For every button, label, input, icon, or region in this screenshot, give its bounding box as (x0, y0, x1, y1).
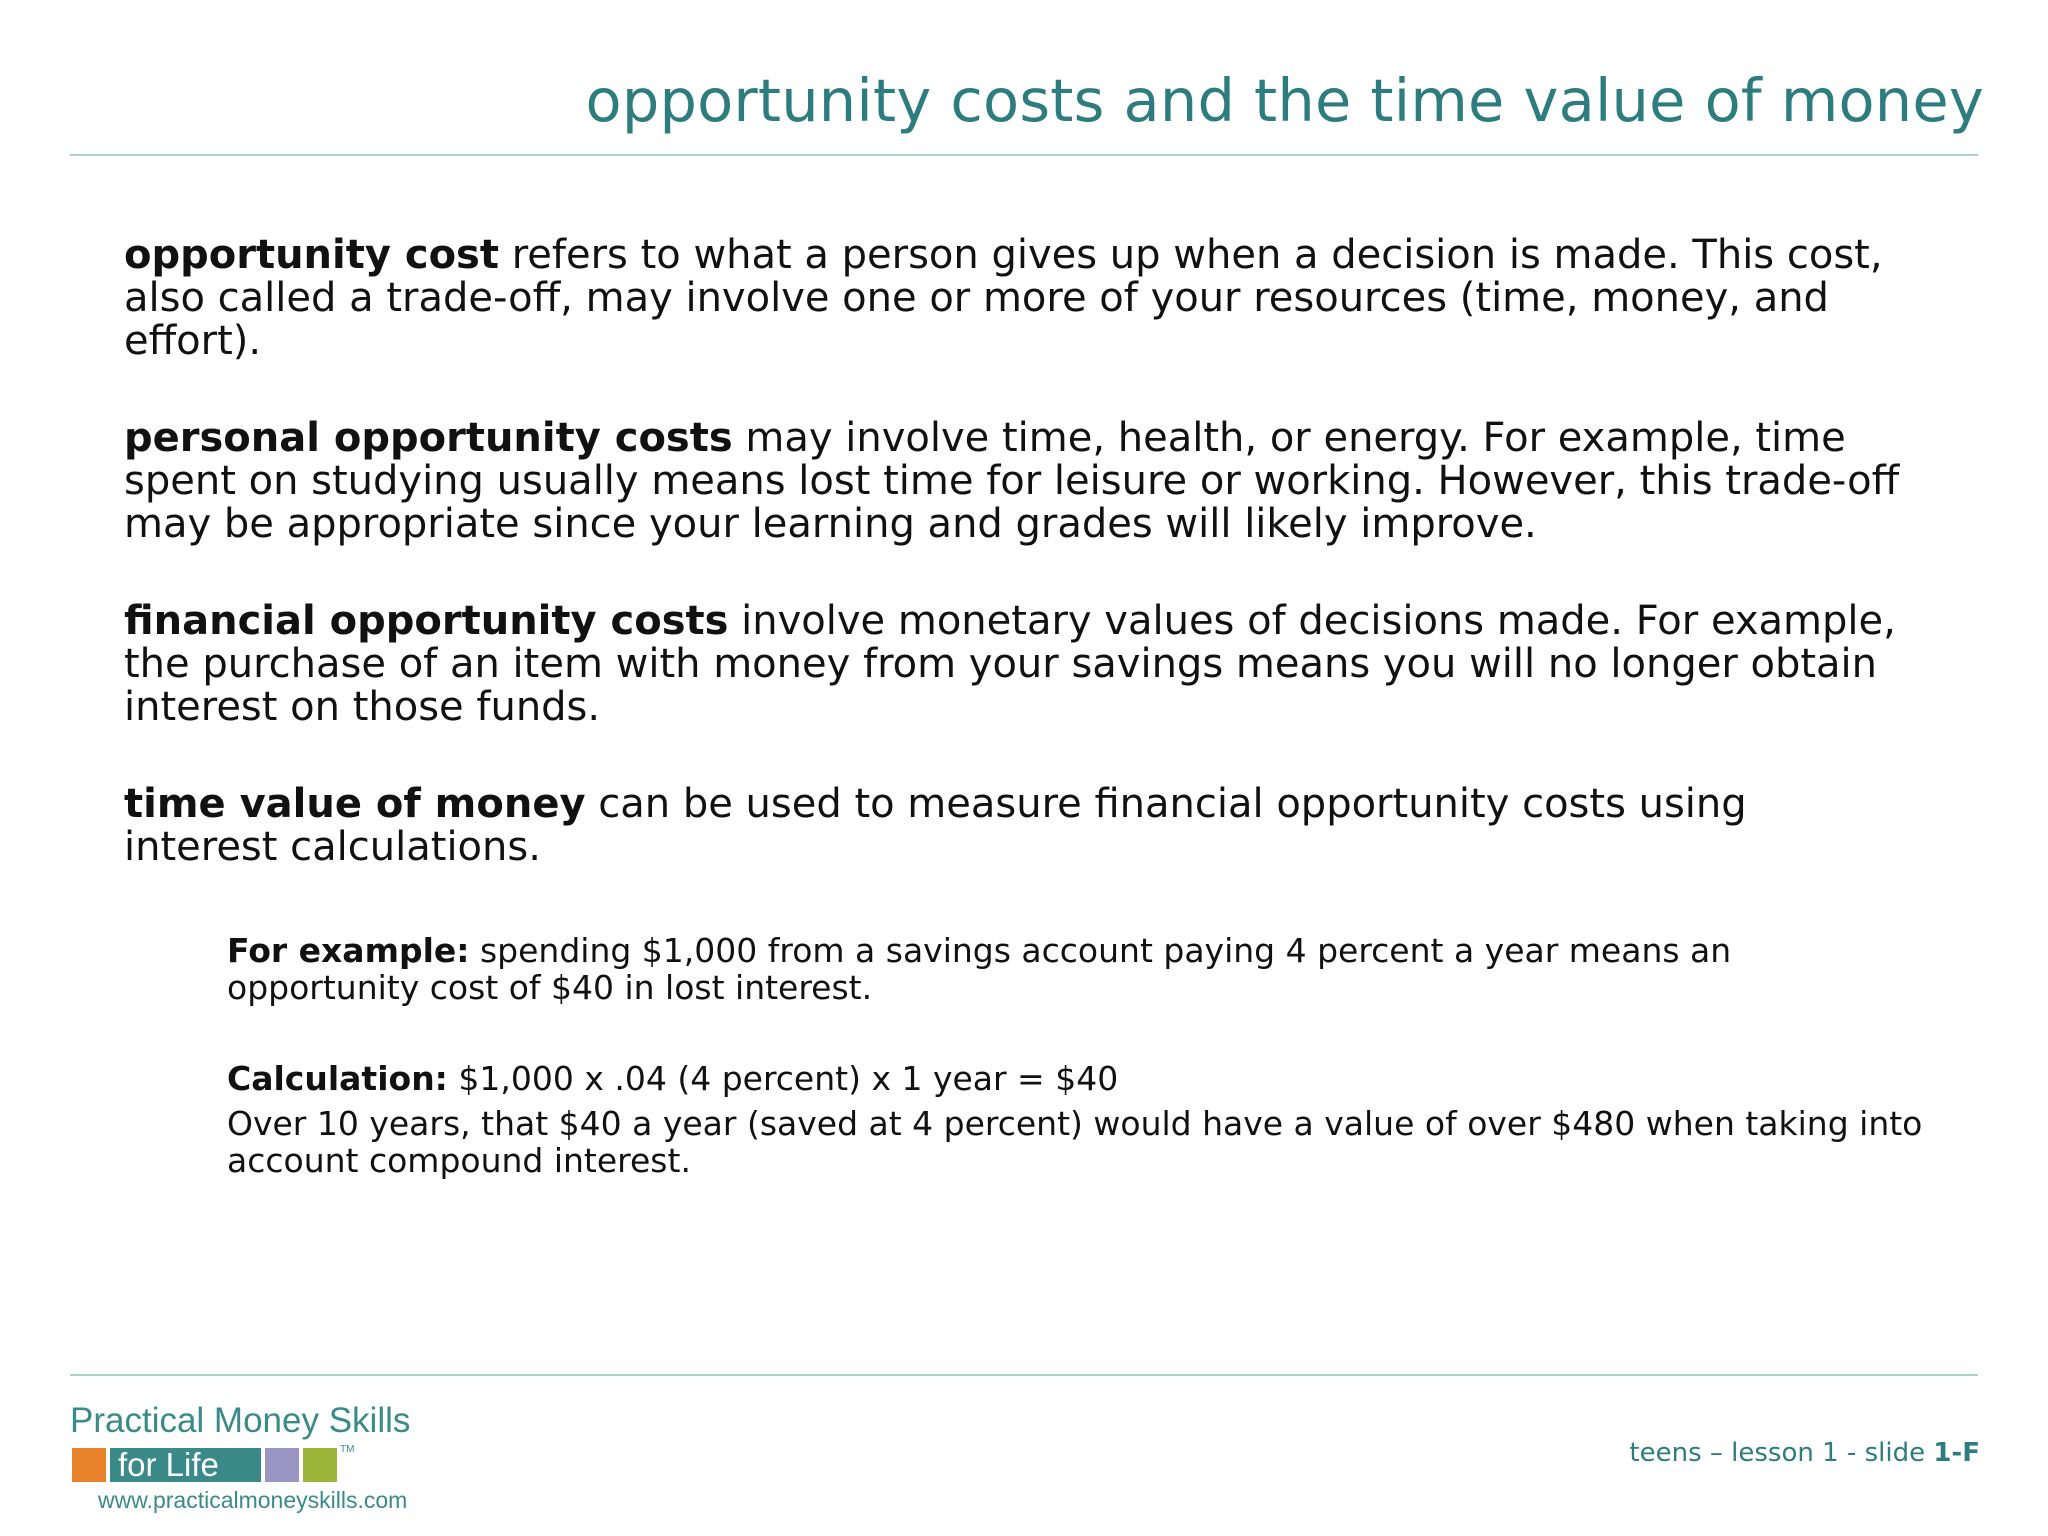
paragraph-financial-opportunity-costs (124, 600, 1904, 729)
calculation-followup: Over 10 years, that $40 a year (saved at 4 percent) would have a value of over $480 when taking into account compound interest. (227, 1104, 1923, 1180)
logo-trademark: TM (340, 1444, 355, 1455)
term-opportunity-cost: opportunity cost (124, 232, 499, 278)
logo-url: www.practicalmoneyskills.com (98, 1487, 408, 1513)
definition-financial-opportunity-costs: involve monetary values of decisions made. For example, the purchase of an item with money from your savings means you will no longer obtain interest on those funds. (124, 598, 1896, 730)
calculation-line (227, 1060, 1927, 1097)
definition-personal-opportunity-costs: may involve time, health, or energy. For example, time spent on studying usually means lost time for leisure or working. However, this trade-off may be appropriate since your learning and grades will likely improve. (124, 415, 1900, 547)
logo-wordmark: Practical Money Skills (70, 1401, 411, 1440)
practical-money-skills-logo (70, 1401, 430, 1511)
slide-ref-prefix: teens – lesson 1 - slide (1629, 1438, 1934, 1468)
logo-orange-square (72, 1448, 106, 1482)
definition-time-value-of-money: can be used to measure financial opportunity costs using interest calculations. (124, 781, 1747, 870)
calculation-block (227, 1060, 1927, 1179)
paragraph-time-value-of-money (124, 783, 1904, 869)
header-divider (70, 154, 1978, 156)
example-label: For example: (227, 931, 470, 970)
slide-reference (1629, 1438, 1980, 1468)
slide-title: opportunity costs and the time value of money (585, 66, 1984, 135)
logo-purple-square (265, 1448, 299, 1482)
term-financial-opportunity-costs: financial opportunity costs (124, 598, 729, 644)
example-text: spending $1,000 from a savings account paying 4 percent a year means an opportunity cost of $40 in lost interest. (227, 931, 1732, 1007)
example-block (227, 932, 1927, 1006)
paragraph-opportunity-cost (124, 234, 1904, 363)
slide-ref-id: 1-F (1933, 1438, 1980, 1468)
logo-green-square (303, 1448, 337, 1482)
slide-body (124, 234, 1904, 923)
term-time-value-of-money: time value of money (124, 781, 586, 827)
footer-divider (70, 1374, 1978, 1376)
definition-opportunity-cost: refers to what a person gives up when a decision is made. This cost, also called a trade-off, may involve one or more of your resources (time, money, and effort). (124, 232, 1883, 364)
logo-for-life: for Life (110, 1448, 261, 1482)
paragraph-personal-opportunity-costs (124, 417, 1904, 546)
calculation-text: $1,000 x .04 (4 percent) x 1 year = $40 (447, 1059, 1119, 1098)
term-personal-opportunity-costs: personal opportunity costs (124, 415, 733, 461)
calculation-label: Calculation: (227, 1059, 448, 1098)
